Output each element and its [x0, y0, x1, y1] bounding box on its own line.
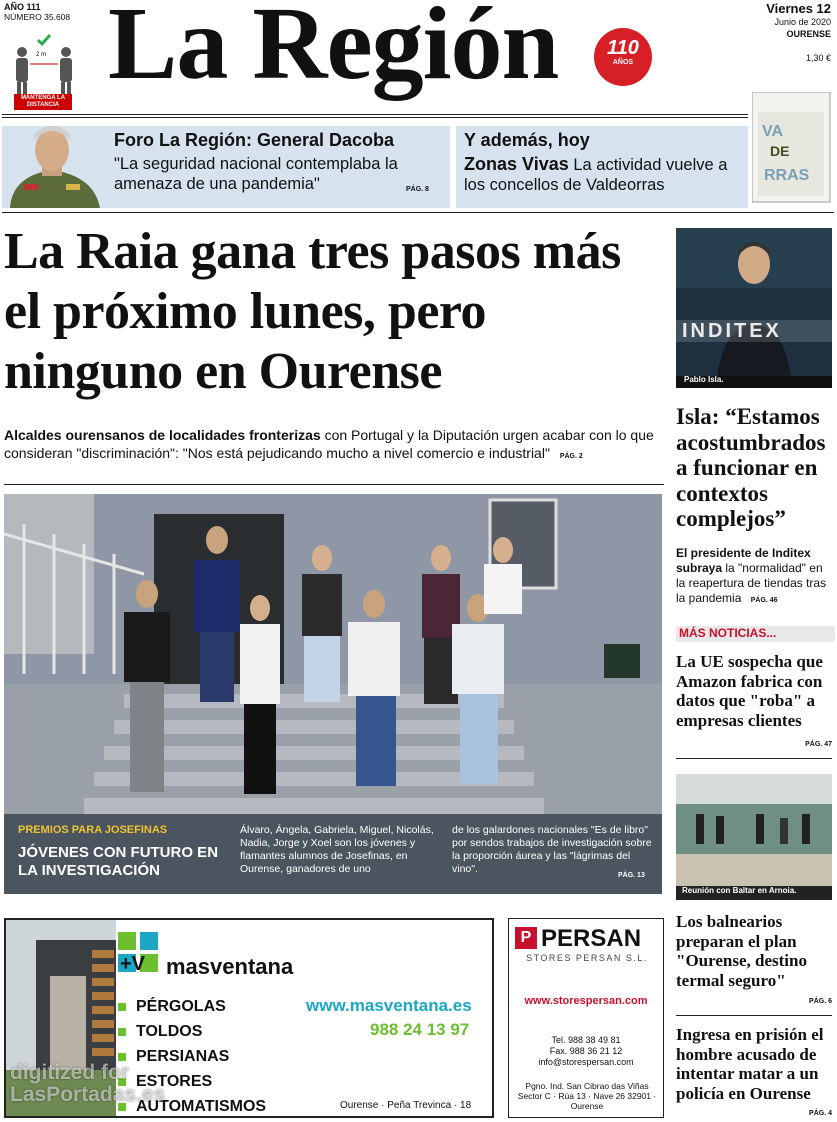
main-headline: La Raia gana tres pasos más el próximo lunes, pero ninguno en Ourense — [4, 223, 621, 400]
right-divider-1 — [676, 758, 832, 759]
photo-caption-page: PÁG. 13 — [618, 872, 645, 879]
main-dek-page: PÁG. 2 — [559, 453, 583, 460]
isla-dek-text: la "normalidad" en la reapertura de tiendas tras la pandemia — [676, 561, 827, 605]
price: 1,30 € — [805, 53, 831, 63]
teaser-right-title: Y además, hoy — [464, 130, 590, 150]
photo-caption-col1: Álvaro, Ángela, Gabriela, Miguel, Nicolás, Nadia, Jorge y Xoel son los jóvenes y flamantes alumnos de Josefinas, en Ourense, ganadores de uno — [240, 824, 434, 875]
right-divider-2 — [676, 1015, 832, 1016]
svg-text:+V: +V — [120, 953, 146, 975]
watermark: digitized for LasPortadas.es — [10, 1061, 166, 1106]
balneario-photo — [676, 774, 832, 900]
photo-caption-col2: de los galardones nacionales "Es de libro" por sendos trabajos de investigación sobre la proporción áurea y las "lágrimas del vino". — [452, 824, 652, 875]
anniversary-number: 110 — [607, 37, 639, 59]
balneario-photo-illustration — [676, 774, 832, 900]
newspaper-logo: La Región — [108, 0, 559, 101]
main-dek-bold: Alcaldes ourensanos de localidades fronterizas — [4, 427, 321, 443]
teaser-bar — [2, 126, 748, 208]
balneario-photo-caption: Reunión con Baltar en Arnoia. — [682, 886, 797, 895]
product-item: AUTOMATISMOS — [118, 1094, 266, 1118]
isla-dek — [676, 546, 834, 608]
persan-tel: Tel. 988 38 49 81 — [551, 1035, 621, 1045]
persan-email: info@storespersan.com — [538, 1057, 634, 1067]
persan-subtitle: STORES PERSAN S.L. — [526, 953, 648, 963]
persan-contact — [509, 1035, 663, 1068]
distance-label: 2 m — [36, 52, 47, 58]
inditex-photo-illustration — [676, 228, 832, 388]
teaser-divider — [2, 212, 834, 213]
masthead-divider-2 — [2, 117, 748, 118]
masventana-ad[interactable] — [4, 918, 494, 1118]
product-item: ESTORES — [118, 1069, 266, 1094]
svg-text:DE: DE — [770, 143, 790, 159]
teaser-left-quote: "La seguridad nacional contemplaba la amenaza de una pandemia" — [114, 155, 398, 193]
month-year: Junio de 2020 — [774, 17, 831, 27]
teaser-right-text: La actividad vuelve a los concellos de Valdeorras — [464, 156, 728, 194]
students-photo — [4, 494, 662, 814]
masthead-date-info — [766, 2, 831, 64]
amazon-page: PÁG. 47 — [805, 741, 832, 748]
teaser-left-page: PÁG. 8 — [406, 186, 429, 193]
photo-caption-box — [4, 814, 662, 894]
svg-text:VA: VA — [762, 123, 784, 140]
prison-page: PÁG. 4 — [809, 1110, 832, 1117]
main-dek — [4, 426, 664, 466]
inditex-photo — [676, 228, 832, 388]
year-label: AÑO 111 — [4, 2, 41, 12]
masthead-edition-info — [4, 2, 84, 22]
students-photo-illustration — [4, 494, 662, 814]
distance-sign: MANTENGA LA DISTANCIA — [14, 94, 72, 110]
isla-dek-bold: El presidente de Inditex subraya — [676, 546, 811, 575]
teaser-separator — [450, 126, 456, 208]
weekday: Viernes 12 — [766, 1, 831, 16]
persan-web[interactable]: www.storespersan.com — [524, 995, 648, 1007]
more-news-header: MÁS NOTICIAS... — [676, 626, 835, 642]
anniversary-badge — [594, 28, 652, 86]
amazon-headline: La UE sospecha que Amazon fabrica con datos que "roba" a empresas clientes — [676, 652, 823, 730]
masventana-brand: masventana — [166, 954, 294, 979]
persan-ad[interactable] — [508, 918, 664, 1118]
anniversary-word: AÑOS — [612, 59, 634, 66]
supplement-cover-image — [752, 92, 832, 204]
balnearios-page: PÁG. 6 — [809, 998, 832, 1005]
city: OURENSE — [786, 29, 831, 39]
masventana-logo-icon — [116, 930, 162, 976]
svg-text:RRAS: RRAS — [764, 167, 810, 184]
teaser-right-bold: Zonas Vivas — [464, 154, 569, 174]
product-item: PERSIANAS — [118, 1044, 266, 1069]
inditex-photo-caption: Pablo Isla. — [684, 375, 724, 384]
inditex-photo-brand: INDITEX — [682, 320, 782, 342]
photo-title: JÓVENES CON FUTURO EN LA INVESTIGACIÓN — [18, 844, 219, 879]
persan-address: Pgno. Ind. San Cibrao das Viñas Sector C · Rúa 13 · Nave 26 32901 · Ourense — [517, 1081, 657, 1111]
balnearios-headline: Los balnearios preparan el plan "Ourense, destino termal seguro" — [676, 912, 807, 990]
isla-headline: Isla: “Estamos acostumbrados a funcionar en contextos complejos” — [676, 404, 826, 531]
teaser-left-title: Foro La Región: General Dacoba — [114, 130, 395, 150]
general-portrait-image — [2, 118, 106, 208]
masventana-address: Ourense · Peña Trevinca · 18 — [340, 1100, 472, 1111]
issue-number: NÚMERO 35.608 — [4, 12, 71, 22]
persan-brand: PERSAN — [541, 925, 642, 952]
persan-fax: Fax. 988 36 21 12 — [549, 1046, 623, 1056]
prison-headline: Ingresa en prisión el hombre acusado de intentar matar a un policía en Ourense — [676, 1025, 824, 1103]
main-dek-text: con Portugal y la Diputación urgen acabar con lo que consideran "discriminación": "Nos está pejudicando mucho a nivel comercio e industrial" — [4, 427, 654, 461]
masventana-web[interactable]: www.masventana.es — [306, 996, 472, 1015]
product-item: TOLDOS — [118, 1019, 266, 1044]
isla-dek-page: PÁG. 46 — [750, 597, 778, 604]
headline-divider — [4, 484, 664, 485]
product-item: PÉRGOLAS — [118, 994, 266, 1019]
photo-kicker: PREMIOS PARA JOSEFINAS — [18, 824, 168, 836]
masthead-divider — [2, 114, 748, 115]
persan-logo-icon: P — [515, 927, 537, 949]
masventana-phone: 988 24 13 97 — [370, 1020, 470, 1039]
